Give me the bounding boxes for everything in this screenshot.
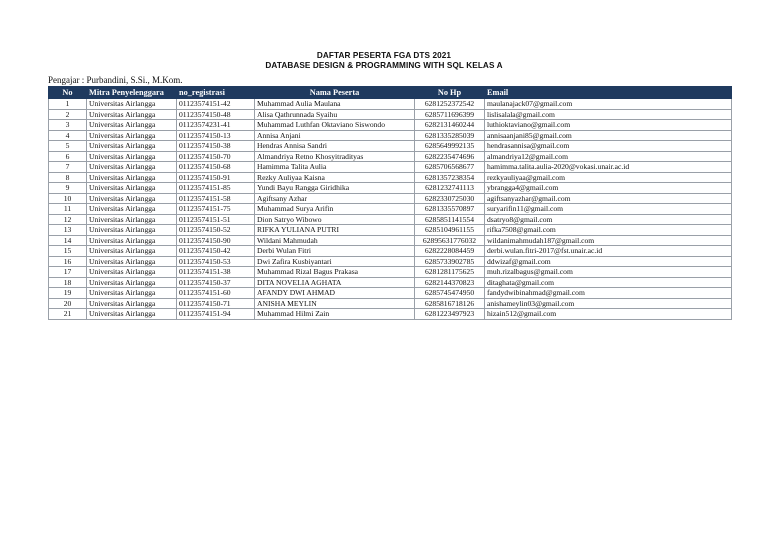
cell-registrasi: 01123574150-71 xyxy=(177,298,255,309)
cell-nama: Muhammad Surya Arifin xyxy=(255,204,415,215)
cell-email: ybrangga4@gmail.com xyxy=(485,183,732,194)
cell-hp: 62895631776032 xyxy=(415,235,485,246)
cell-email: rezkyauliyaa@gmail.com xyxy=(485,172,732,183)
document-title: DAFTAR PESERTA FGA DTS 2021 xyxy=(316,51,452,60)
cell-email: muh.rizalbagus@gmail.com xyxy=(485,267,732,278)
cell-registrasi: 01123574151-75 xyxy=(177,204,255,215)
cell-mitra: Universitas Airlangga xyxy=(87,267,177,278)
cell-hp: 6285104961155 xyxy=(415,225,485,236)
cell-no: 10 xyxy=(49,193,87,204)
cell-hp: 6281232741113 xyxy=(415,183,485,194)
cell-nama: Muhammad Luthfan Oktaviano Siswondo xyxy=(255,120,415,131)
column-header-mitra: Mitra Penyelenggara xyxy=(87,87,177,99)
column-header-registrasi: no_registrasi xyxy=(177,87,255,99)
table-row xyxy=(49,120,732,131)
cell-mitra: Universitas Airlangga xyxy=(87,214,177,225)
cell-hp: 6281223497923 xyxy=(415,309,485,320)
cell-registrasi: 01123574151-38 xyxy=(177,267,255,278)
cell-hp: 6285649992135 xyxy=(415,141,485,152)
cell-mitra: Universitas Airlangga xyxy=(87,225,177,236)
cell-hp: 6285706568677 xyxy=(415,162,485,173)
table-row xyxy=(49,204,732,215)
cell-mitra: Universitas Airlangga xyxy=(87,193,177,204)
cell-no: 3 xyxy=(49,120,87,131)
cell-mitra: Universitas Airlangga xyxy=(87,109,177,120)
cell-no: 16 xyxy=(49,256,87,267)
cell-hp: 6282144370823 xyxy=(415,277,485,288)
table-row xyxy=(49,183,732,194)
cell-hp: 6285711696399 xyxy=(415,109,485,120)
table-row xyxy=(49,267,732,278)
cell-no: 5 xyxy=(49,141,87,152)
cell-nama: Annisa Anjani xyxy=(255,130,415,141)
cell-mitra: Universitas Airlangga xyxy=(87,246,177,257)
cell-nama: Muhammad Hilmi Zain xyxy=(255,309,415,320)
cell-email: agiftsanyazhar@gmail.com xyxy=(485,193,732,204)
cell-email: ddwizaf@gmail.com xyxy=(485,256,732,267)
cell-hp: 6285851141554 xyxy=(415,214,485,225)
cell-no: 8 xyxy=(49,172,87,183)
cell-email: maulanajack07@gmail.com xyxy=(485,99,732,110)
cell-no: 6 xyxy=(49,151,87,162)
cell-registrasi: 01123574151-94 xyxy=(177,309,255,320)
cell-hp: 6281335285039 xyxy=(415,130,485,141)
cell-email: hamimma.talita.aulia-2020@vokasi.unair.ac.id xyxy=(485,162,732,173)
cell-mitra: Universitas Airlangga xyxy=(87,183,177,194)
cell-registrasi: 01123574151-85 xyxy=(177,183,255,194)
cell-mitra: Universitas Airlangga xyxy=(87,288,177,299)
cell-mitra: Universitas Airlangga xyxy=(87,204,177,215)
cell-email: lislisalala@gmail.com xyxy=(485,109,732,120)
table-row xyxy=(49,109,732,120)
cell-mitra: Universitas Airlangga xyxy=(87,235,177,246)
table-row xyxy=(49,235,732,246)
cell-mitra: Universitas Airlangga xyxy=(87,151,177,162)
table-row xyxy=(49,225,732,236)
table-row xyxy=(49,193,732,204)
cell-nama: Dwi Zafira Kusbiyantari xyxy=(255,256,415,267)
cell-nama: Muhammad Aulia Maulana xyxy=(255,99,415,110)
cell-email: fandydwibinahmad@gmail.com xyxy=(485,288,732,299)
cell-email: dsatryo8@gmail.com xyxy=(485,214,732,225)
table-row xyxy=(49,172,732,183)
cell-email: ditaghata@gmail.com xyxy=(485,277,732,288)
cell-mitra: Universitas Airlangga xyxy=(87,256,177,267)
cell-hp: 6285733902785 xyxy=(415,256,485,267)
column-header-email: Email xyxy=(485,87,732,99)
cell-nama: AFANDY DWI AHMAD xyxy=(255,288,415,299)
table-row xyxy=(49,214,732,225)
cell-email: almandriya12@gmail.com xyxy=(485,151,732,162)
cell-nama: ANISHA MEYLIN xyxy=(255,298,415,309)
document-subtitle: DATABASE DESIGN & PROGRAMMING WITH SQL KELAS A xyxy=(265,61,503,70)
cell-registrasi: 01123574150-91 xyxy=(177,172,255,183)
cell-registrasi: 01123574151-58 xyxy=(177,193,255,204)
cell-nama: Dion Satryo Wibowo xyxy=(255,214,415,225)
cell-hp: 6282330725030 xyxy=(415,193,485,204)
cell-mitra: Universitas Airlangga xyxy=(87,162,177,173)
table-row xyxy=(49,309,732,320)
table-row xyxy=(49,256,732,267)
cell-registrasi: 01123574150-42 xyxy=(177,246,255,257)
cell-no: 14 xyxy=(49,235,87,246)
table-row xyxy=(49,99,732,110)
cell-email: hizain512@gmail.com xyxy=(485,309,732,320)
cell-mitra: Universitas Airlangga xyxy=(87,141,177,152)
cell-hp: 6285745474950 xyxy=(415,288,485,299)
cell-email: rifka7508@gmail.com xyxy=(485,225,732,236)
cell-nama: Rezky Auliyaa Kaisna xyxy=(255,172,415,183)
cell-nama: Muhammad Rizal Bagus Prakasa xyxy=(255,267,415,278)
table-row xyxy=(49,288,732,299)
cell-nama: Yundi Bayu Rangga Giridhika xyxy=(255,183,415,194)
table-row xyxy=(49,151,732,162)
cell-email: wildanimahmudah187@gmail.com xyxy=(485,235,732,246)
header-row xyxy=(49,87,732,99)
cell-registrasi: 01123574231-41 xyxy=(177,120,255,131)
cell-registrasi: 01123574150-90 xyxy=(177,235,255,246)
cell-hp: 6281335570897 xyxy=(415,204,485,215)
cell-email: anishameylin03@gmail.com xyxy=(485,298,732,309)
cell-nama: RIFKA YULIANA PUTRI xyxy=(255,225,415,236)
cell-nama: Hamimma Talita Aulia xyxy=(255,162,415,173)
table-row xyxy=(49,162,732,173)
cell-no: 15 xyxy=(49,246,87,257)
cell-mitra: Universitas Airlangga xyxy=(87,172,177,183)
cell-registrasi: 01123574150-48 xyxy=(177,109,255,120)
cell-email: derbi.wulan.fitri-2017@fst.unair.ac.id xyxy=(485,246,732,257)
cell-no: 1 xyxy=(49,99,87,110)
cell-registrasi: 01123574151-60 xyxy=(177,288,255,299)
cell-registrasi: 01123574150-38 xyxy=(177,141,255,152)
cell-nama: Alisa Qathrunnada Syaihu xyxy=(255,109,415,120)
cell-registrasi: 01123574150-37 xyxy=(177,277,255,288)
cell-registrasi: 01123574150-52 xyxy=(177,225,255,236)
cell-mitra: Universitas Airlangga xyxy=(87,130,177,141)
cell-no: 20 xyxy=(49,298,87,309)
table-row xyxy=(49,277,732,288)
cell-email: annisaanjani85@gmail.com xyxy=(485,130,732,141)
cell-no: 13 xyxy=(49,225,87,236)
cell-hp: 6281281175625 xyxy=(415,267,485,278)
cell-mitra: Universitas Airlangga xyxy=(87,99,177,110)
cell-no: 19 xyxy=(49,288,87,299)
cell-hp: 6281357238354 xyxy=(415,172,485,183)
cell-registrasi: 01123574151-51 xyxy=(177,214,255,225)
cell-no: 18 xyxy=(49,277,87,288)
cell-email: luthioktaviano@gmail.com xyxy=(485,120,732,131)
cell-nama: Agiftsany Azhar xyxy=(255,193,415,204)
cell-no: 9 xyxy=(49,183,87,194)
cell-hp: 6282131460244 xyxy=(415,120,485,131)
cell-mitra: Universitas Airlangga xyxy=(87,298,177,309)
cell-email: suryarifin11@gmail.com xyxy=(485,204,732,215)
cell-email: hendrasannisa@gmail.com xyxy=(485,141,732,152)
cell-nama: Almandriya Retno Khosyitradityas xyxy=(255,151,415,162)
cell-registrasi: 01123574150-53 xyxy=(177,256,255,267)
table-row xyxy=(49,141,732,152)
cell-registrasi: 01123574151-42 xyxy=(177,99,255,110)
cell-nama: DITA NOVELIA AGHATA xyxy=(255,277,415,288)
cell-no: 11 xyxy=(49,204,87,215)
cell-no: 4 xyxy=(49,130,87,141)
table-row xyxy=(49,246,732,257)
cell-hp: 6281252372542 xyxy=(415,99,485,110)
cell-mitra: Universitas Airlangga xyxy=(87,309,177,320)
cell-registrasi: 01123574150-70 xyxy=(177,151,255,162)
participant-table xyxy=(48,86,732,320)
cell-no: 21 xyxy=(49,309,87,320)
table-row xyxy=(49,130,732,141)
cell-nama: Wildani Mahmudah xyxy=(255,235,415,246)
cell-no: 12 xyxy=(49,214,87,225)
cell-no: 7 xyxy=(49,162,87,173)
cell-hp: 6282228084459 xyxy=(415,246,485,257)
cell-no: 2 xyxy=(49,109,87,120)
table-body xyxy=(49,99,732,320)
table-row xyxy=(49,298,732,309)
cell-hp: 6285816718126 xyxy=(415,298,485,309)
column-header-hp: No Hp xyxy=(415,87,485,99)
cell-no: 17 xyxy=(49,267,87,278)
table-header xyxy=(49,87,732,99)
column-header-nama: Nama Peserta xyxy=(255,87,415,99)
instructor-line: Pengajar : Purbandini, S.Si., M.Kom. xyxy=(48,75,183,85)
cell-mitra: Universitas Airlangga xyxy=(87,120,177,131)
cell-nama: Hendras Annisa Sandri xyxy=(255,141,415,152)
column-header-no: No xyxy=(49,87,87,99)
cell-hp: 6282235474696 xyxy=(415,151,485,162)
cell-nama: Derbi Wulan Fitri xyxy=(255,246,415,257)
cell-registrasi: 01123574150-13 xyxy=(177,130,255,141)
cell-registrasi: 01123574150-68 xyxy=(177,162,255,173)
cell-mitra: Universitas Airlangga xyxy=(87,277,177,288)
